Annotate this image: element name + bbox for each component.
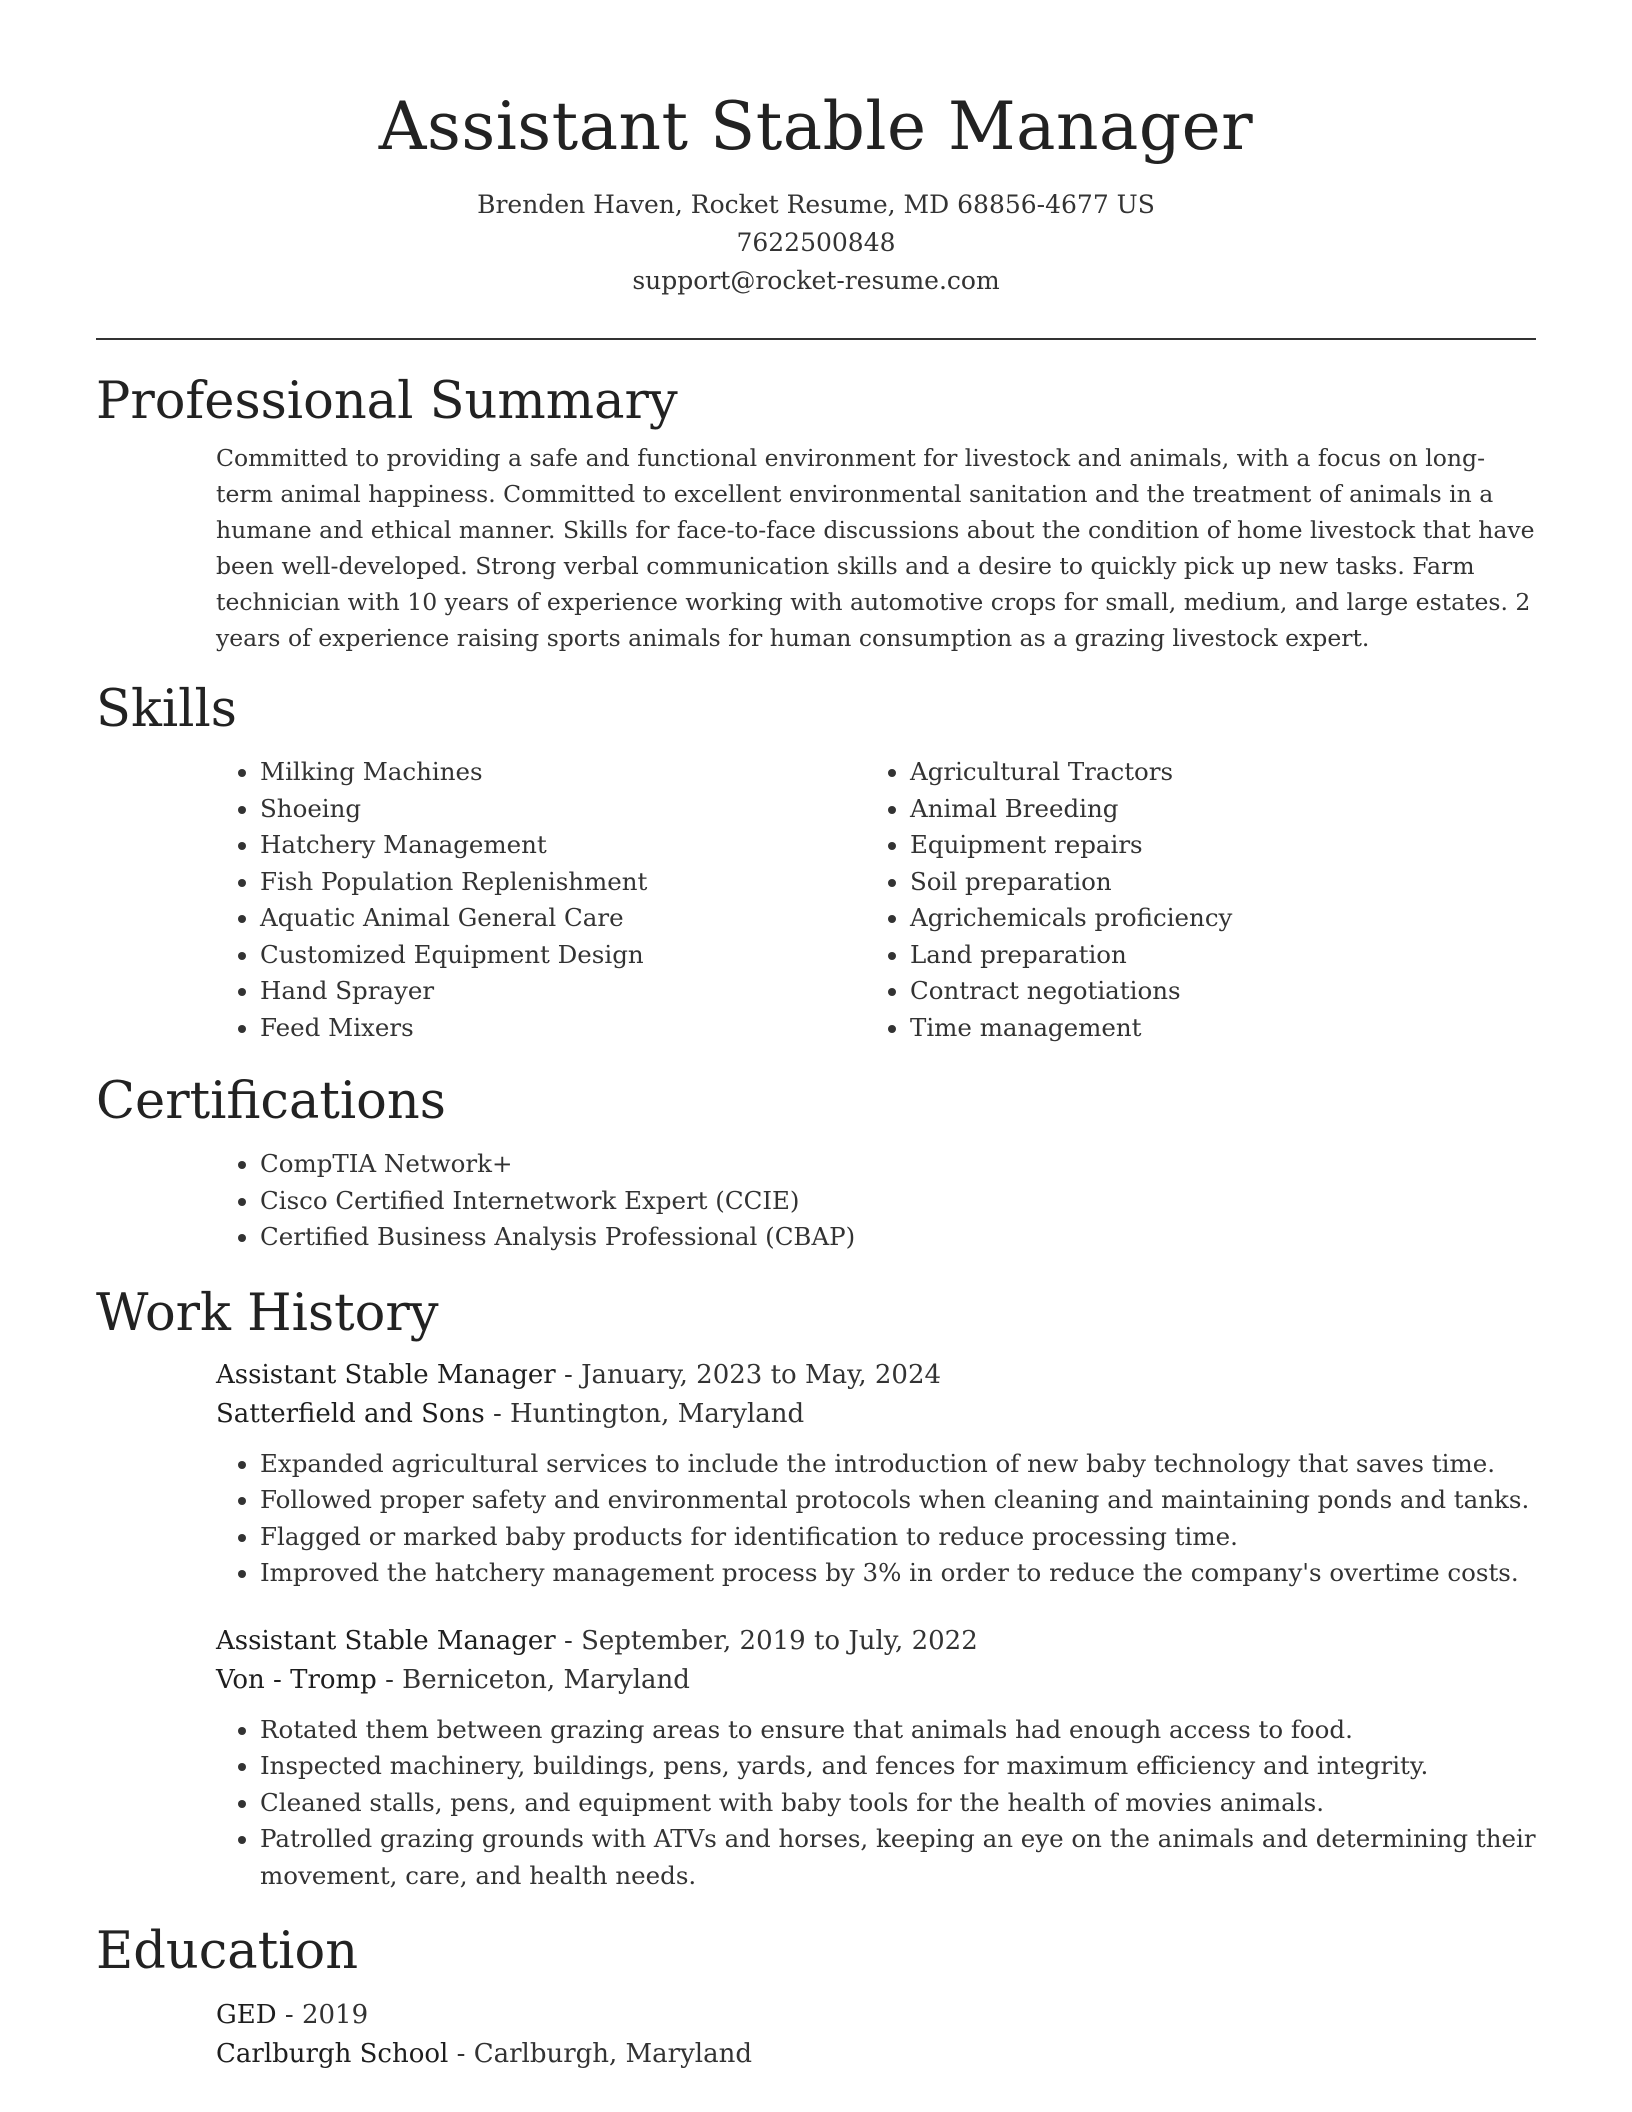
certification-item: • Certified Business Analysis Professional (CBAP) — [260, 1219, 1536, 1256]
separator: - — [376, 1664, 403, 1695]
skill-item: • Land preparation — [910, 937, 1516, 974]
job-entry — [216, 1356, 1536, 1592]
separator: - — [555, 1625, 582, 1656]
contact-phone: 7622500848 — [736, 228, 896, 257]
skill-item: • Time management — [910, 1010, 1516, 1047]
skill-item: • Feed Mixers — [260, 1010, 866, 1047]
job-bullets — [216, 1712, 1536, 1895]
job-entry — [216, 1622, 1536, 1895]
separator: - — [448, 2039, 474, 2069]
header-divider — [96, 338, 1536, 340]
job-title-line — [216, 1356, 1536, 1395]
job-dates: January, 2023 to May, 2024 — [581, 1359, 942, 1390]
skills-column-left — [216, 754, 866, 1046]
resume-name: Assistant Stable Manager — [378, 88, 1254, 165]
certifications-heading: Certifications — [96, 1072, 446, 1131]
job-company-line — [216, 1661, 1536, 1700]
skill-item: • Agricultural Tractors — [910, 754, 1516, 791]
job-bullets — [216, 1446, 1536, 1592]
education-school: Carlburgh School — [216, 2039, 449, 2069]
certification-item: • CompTIA Network+ — [260, 1146, 1536, 1183]
job-company-line — [216, 1395, 1536, 1434]
education-location: Carlburgh, Maryland — [473, 2039, 753, 2069]
skill-item: • Equipment repairs — [910, 827, 1516, 864]
skills-column-right — [866, 754, 1516, 1046]
job-bullet: • Flagged or marked baby products for identification to reduce processing time. — [260, 1519, 1536, 1556]
skill-item: • Agrichemicals proficiency — [910, 900, 1516, 937]
education-degree: GED — [216, 2000, 277, 2030]
contact-email: support@rocket-resume.com — [632, 266, 1000, 295]
skill-item: • Soil preparation — [910, 864, 1516, 901]
skill-item: • Hatchery Management — [260, 827, 866, 864]
contact-address: Brenden Haven, Rocket Resume, MD 68856-4677 US — [477, 190, 1155, 219]
separator: - — [276, 2000, 302, 2030]
work-history-heading: Work History — [96, 1283, 439, 1343]
certifications-section — [96, 1070, 1536, 1256]
certification-item: • Cisco Certified Internetwork Expert (CCIE) — [260, 1183, 1536, 1220]
skill-item: • Contract negotiations — [910, 973, 1516, 1010]
job-bullet: • Expanded agricultural services to include the introduction of new baby technology that saves time. — [260, 1446, 1536, 1483]
education-school-line — [216, 2035, 1536, 2074]
job-bullet: • Improved the hatchery management process by 3% in order to reduce the company's overtime costs. — [260, 1555, 1536, 1592]
job-bullet: • Cleaned stalls, pens, and equipment with baby tools for the health of movies animals. — [260, 1785, 1536, 1822]
job-bullet: • Followed proper safety and environmental protocols when cleaning and maintaining ponds and tanks. — [260, 1482, 1536, 1519]
contact-info — [96, 186, 1536, 300]
job-title-line — [216, 1622, 1536, 1661]
skills-grid — [216, 754, 1536, 1046]
resume-header — [96, 0, 1536, 300]
skill-item: • Customized Equipment Design — [260, 937, 866, 974]
skill-item: • Shoeing — [260, 791, 866, 828]
education-year: 2019 — [301, 2000, 369, 2030]
job-location: Berniceton, Maryland — [402, 1664, 690, 1695]
summary-heading: Professional Summary — [96, 372, 678, 431]
separator: - — [484, 1398, 511, 1429]
skill-item: • Hand Sprayer — [260, 973, 866, 1010]
job-bullet: • Rotated them between grazing areas to ensure that animals had enough access to food. — [260, 1712, 1536, 1749]
skills-heading: Skills — [96, 680, 237, 739]
summary-text: Committed to providing a safe and functional environment for livestock and animals, with a focus on long-term animal happiness. Committed to excellent environmental sanitation and the treatment of animals in a humane and ethical manner. Skills for face-to-face discussions about the condition of home livestock that have been well-developed. Strong verbal communication skills and a desire to quickly pick up new tasks. Farm technician with 10 years of experience working with automotive crops for small, medium, and large estates. 2 years of experience raising sports animals for human consumption as a grazing livestock expert. — [216, 444, 1535, 652]
separator: - — [555, 1359, 582, 1390]
education-heading: Education — [96, 1922, 359, 1981]
job-bullet: • Inspected machinery, buildings, pens, yards, and fences for maximum efficiency and integrity. — [260, 1748, 1536, 1785]
resume-page — [96, 0, 1536, 2074]
job-bullet: • Patrolled grazing grounds with ATVs and horses, keeping an eye on the animals and determining their movement, care, and health needs. — [260, 1821, 1536, 1894]
job-dates: September, 2019 to July, 2022 — [581, 1625, 978, 1656]
education-section — [96, 1920, 1536, 2074]
job-company: Satterfield and Sons — [216, 1398, 485, 1429]
education-degree-line — [216, 1996, 1536, 2035]
skill-item: • Aquatic Animal General Care — [260, 900, 866, 937]
skill-item: • Animal Breeding — [910, 791, 1516, 828]
skills-section — [96, 678, 1536, 1046]
work-history-section — [96, 1282, 1536, 1895]
skill-item: • Milking Machines — [260, 754, 866, 791]
job-title: Assistant Stable Manager — [216, 1359, 556, 1390]
skill-item: • Fish Population Replenishment — [260, 864, 866, 901]
job-title: Assistant Stable Manager — [216, 1625, 556, 1656]
summary-section — [96, 370, 1536, 656]
job-company: Von - Tromp — [216, 1664, 377, 1695]
certifications-list — [216, 1146, 1536, 1256]
education-entry — [216, 1996, 1536, 2074]
job-location: Huntington, Maryland — [510, 1398, 805, 1429]
